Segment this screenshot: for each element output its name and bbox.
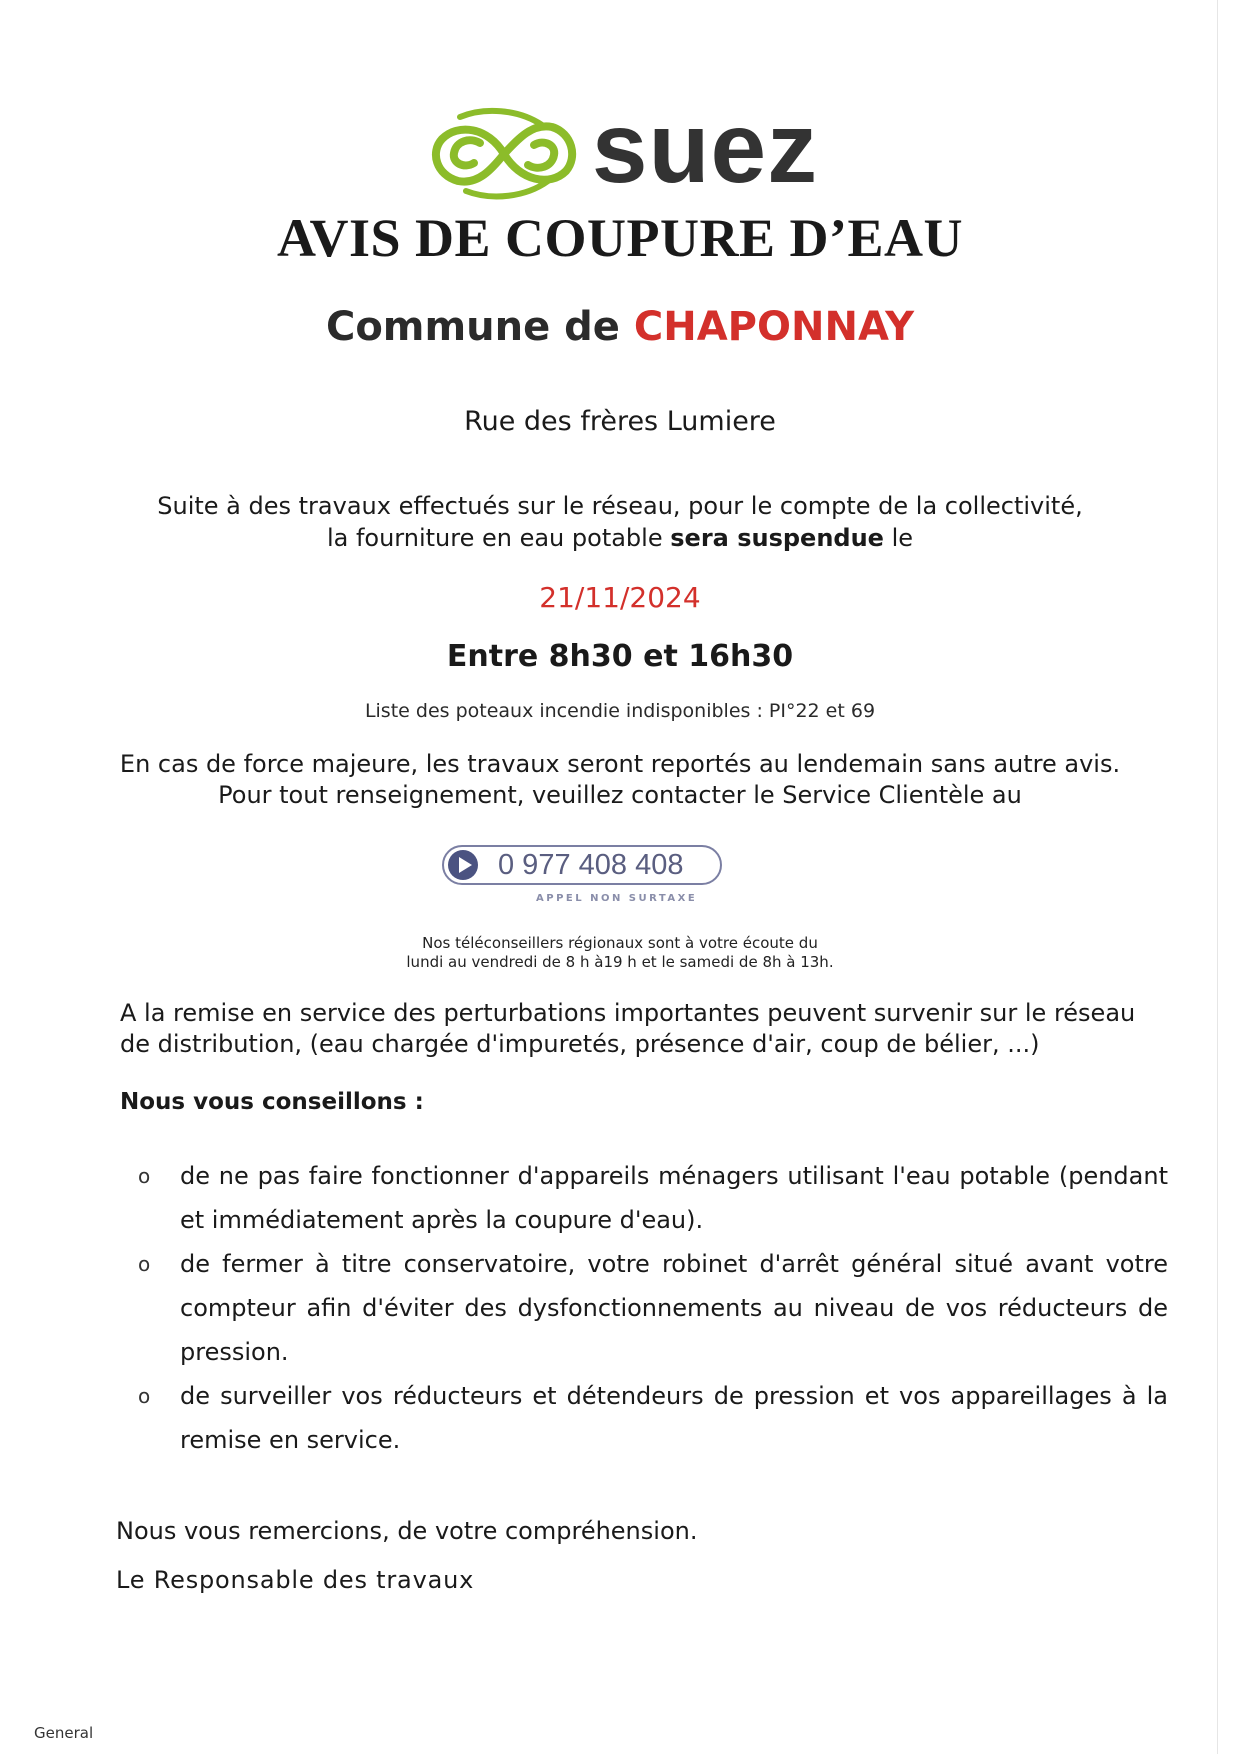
suez-swirl-logo-icon [422,105,586,203]
commune-prefix: Commune de [325,304,620,350]
bullet-icon: o [138,1252,151,1276]
outage-date: 21/11/2024 [539,581,701,614]
intro-line-2-start: la fourniture en eau potable [326,524,663,552]
advice-item-text: de ne pas faire fonctionner d'appareils ménagers utilisant l'eau potable (pendant et immédiatement après la coupure d'eau). [180,1162,1168,1234]
closing-thanks: Nous vous remercions, de votre compréhension. [116,1517,698,1545]
advice-item-text: de surveiller vos réducteurs et détendeurs de pression et vos appareillages à la remise en service. [180,1382,1168,1454]
street-name: Rue des frères Lumiere [464,406,776,437]
force-line-2: Pour tout renseignement, veuillez contacter le Service Clientèle au [218,781,1022,809]
intro-line-2-bold: sera suspendue [670,524,884,552]
force-majeure-paragraph [0,749,1240,811]
notice-title: AVIS DE COUPURE D’EAU [276,208,964,268]
suez-logo [0,92,1240,204]
phone-hours [0,934,1240,972]
intro-paragraph [0,490,1240,554]
commune-name: CHAPONNAY [633,304,915,350]
phone-note: APPEL NON SURTAXE [536,893,698,904]
force-line-1: En cas de force majeure, les travaux seront reportés au lendemain sans autre avis. [119,750,1121,778]
remise-paragraph [120,998,1135,1060]
outage-hours: Entre 8h30 et 16h30 [446,639,794,674]
bullet-icon: o [138,1384,151,1408]
advice-list [138,1154,1168,1462]
intro-line-1: Suite à des travaux effectués sur le réseau, pour le compte de la collectivité, [157,492,1083,520]
brand-name: suez [591,92,819,204]
remise-line-2: de distribution, (eau chargée d'impuretés, présence d'air, coup de bélier, ...) [120,1030,1040,1058]
closing-signer: Le Responsable des travaux [116,1566,475,1594]
intro-line-2-end: le [891,524,914,552]
advice-item [138,1374,1168,1462]
bullet-icon: o [138,1164,151,1188]
phone-hours-line-2: lundi au vendredi de 8 h à19 h et le samedi de 8h à 13h. [406,953,834,971]
advice-item [138,1242,1168,1374]
advice-item-text: de fermer à titre conservatoire, votre robinet d'arrêt général situé avant votre compteur afin d'éviter des dysfonctionnements au niveau de vos réducteurs de pression. [180,1250,1168,1366]
remise-line-1: A la remise en service des perturbations importantes peuvent survenir sur le réseau [120,999,1136,1027]
intro-line-2 [0,522,1240,554]
phone-hours-line-1: Nos téléconseillers régionaux sont à votre écoute du [422,934,818,952]
phone-badge[interactable] [442,845,722,885]
phone-number: 0 977 408 408 [498,848,684,881]
play-icon [448,850,478,880]
footer-classification: General [34,1724,94,1742]
hydrants-list: Liste des poteaux incendie indisponibles : PI°22 et 69 [364,700,876,722]
advice-heading: Nous vous conseillons : [120,1089,424,1115]
commune-heading [0,304,1240,350]
advice-item [138,1154,1168,1242]
